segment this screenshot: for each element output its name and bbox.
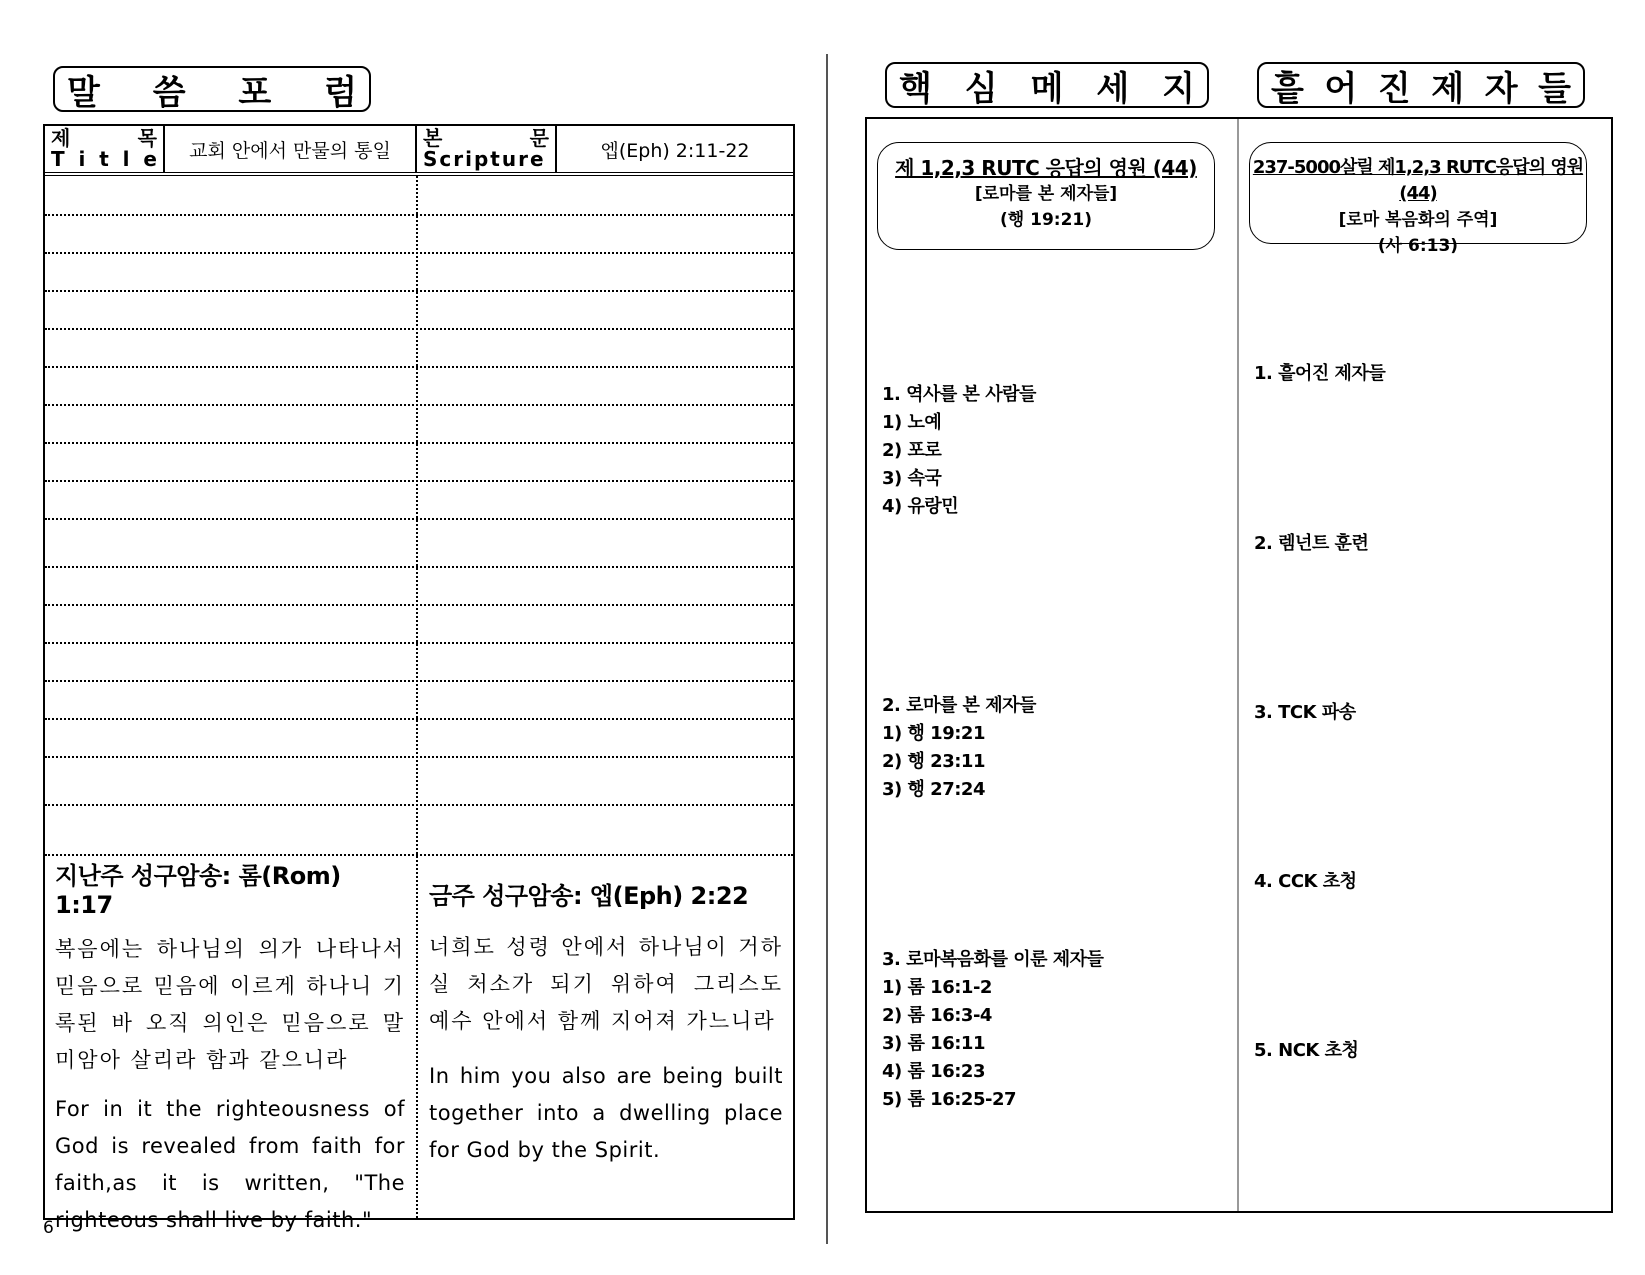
scattered-point-2 <box>1254 530 1368 558</box>
scattered-disciples-banner <box>1257 62 1585 108</box>
section-item: 3) 행 27:24 <box>882 779 985 800</box>
core-message-section-3 <box>882 946 1103 1114</box>
section-heading: 1. 역사를 본 사람들 <box>882 384 1036 405</box>
banner-char: 럼 <box>324 72 357 113</box>
banner-char: 핵 <box>899 68 932 109</box>
title-label-en: t <box>99 147 109 171</box>
this-week-verse-korean: 너희도 성령 안에서 하나님이 거하실 처소가 되기 위하여 그리스도 예수 안에서 함께 지어져 가느니라 <box>429 935 783 1033</box>
banner-char: 어 <box>1324 68 1358 109</box>
scripture-label-en: Scripture <box>423 147 546 171</box>
banner-char: 진 <box>1377 68 1411 109</box>
page-number: 6 <box>43 1218 54 1238</box>
scripture-value-cell <box>557 126 793 172</box>
section-item: 1) 노예 <box>882 412 942 433</box>
sermon-forum-banner <box>53 66 371 112</box>
last-week-verse-title: 지난주 성구암송: 롬(Rom) 1:17 <box>55 862 341 919</box>
point-label: 3. TCK 파송 <box>1254 702 1356 723</box>
core-message-section-1 <box>882 381 1036 521</box>
note-line <box>45 718 793 720</box>
note-line <box>45 604 793 606</box>
note-line <box>45 480 793 482</box>
section-item: 3) 롬 16:11 <box>882 1033 985 1054</box>
scripture-label-cell <box>417 126 557 172</box>
banner-char: 씀 <box>152 72 186 113</box>
banner-char: 세 <box>1096 68 1130 109</box>
banner-char: 포 <box>238 72 272 113</box>
banner-char: 지 <box>1162 68 1195 109</box>
title-label-ko: 제 <box>51 126 71 150</box>
title-label-en: i <box>78 147 86 171</box>
note-line <box>45 328 793 330</box>
title-label-en: l <box>122 147 130 171</box>
section-item: 1) 롬 16:1-2 <box>882 977 992 998</box>
scattered-disciples-header <box>1249 142 1587 256</box>
section-item: 3) 속국 <box>882 468 942 489</box>
point-label: 2. 렘넌트 훈련 <box>1254 533 1369 554</box>
message-column-divider <box>1237 119 1239 1211</box>
title-label-cell <box>45 126 165 172</box>
section-item: 4) 롬 16:23 <box>882 1061 985 1082</box>
core-message-subtitle: [로마를 본 제자들] <box>974 184 1118 204</box>
core-message-reference: (행 19:21) <box>1000 210 1092 230</box>
scripture-label-ko: 본 <box>423 126 443 150</box>
last-week-verse <box>55 856 405 1239</box>
point-label: 1. 흩어진 제자들 <box>1254 363 1386 384</box>
note-line <box>45 404 793 406</box>
sermon-note-table <box>43 124 795 1232</box>
section-heading: 3. 로마복음화를 이룬 제자들 <box>882 949 1104 970</box>
scattered-point-5 <box>1254 1037 1358 1065</box>
banner-char: 제 <box>1431 68 1465 109</box>
scattered-disciples-reference: (사 6:13) <box>1377 236 1459 256</box>
scattered-point-1 <box>1254 360 1385 388</box>
section-heading: 2. 로마를 본 제자들 <box>882 695 1036 716</box>
banner-char: 메 <box>1030 68 1064 109</box>
core-message-banner <box>885 62 1209 108</box>
note-line <box>45 804 793 806</box>
section-item: 1) 행 19:21 <box>882 723 985 744</box>
last-week-verse-english: For in it the righteousness of God is revealed from faith for faith,as it is written, "The righteous shall live by faith." <box>55 1097 405 1232</box>
scripture-reference: 엡(Eph) 2:11-22 <box>600 139 750 162</box>
scattered-disciples-subtitle: [로마 복음화의 주역] <box>1338 210 1498 230</box>
this-week-verse-english: In him you also are being built together into a dwelling place for God by the Spirit. <box>429 1064 783 1162</box>
scripture-label-ko: 문 <box>529 126 549 150</box>
scattered-disciples-title: 237-5000살릴 제1,2,3 RUTC응답의 영원(44) <box>1252 157 1584 204</box>
section-item: 5) 롬 16:25-27 <box>882 1089 1016 1110</box>
note-line <box>45 566 793 568</box>
table-header-row <box>45 126 793 176</box>
point-label: 5. NCK 초청 <box>1254 1040 1359 1061</box>
note-line <box>45 214 793 216</box>
last-week-verse-korean: 복음에는 하나님의 의가 나타나서 믿음으로 믿음에 이르게 하나니 기록된 바 오직 의인은 믿음으로 말미암아 살리라 함과 같으니라 <box>55 937 405 1072</box>
title-label-ko: 목 <box>137 126 157 150</box>
note-line <box>45 680 793 682</box>
core-message-header <box>877 142 1215 250</box>
banner-char: 자 <box>1484 68 1518 109</box>
section-item: 2) 포로 <box>882 440 942 461</box>
note-line <box>45 290 793 292</box>
title-label-en: e <box>143 147 157 171</box>
page-spine-divider <box>826 54 828 1244</box>
title-label-en: T <box>51 147 65 171</box>
scattered-point-3 <box>1254 699 1356 727</box>
this-week-verse <box>429 876 783 1169</box>
point-label: 4. CCK 초청 <box>1254 871 1357 892</box>
this-week-verse-title: 금주 성구암송: 엡(Eph) 2:22 <box>429 882 749 910</box>
note-line <box>45 518 793 520</box>
section-item: 4) 유랑민 <box>882 496 959 517</box>
core-message-title: 제 1,2,3 RUTC 응답의 영원 (44) <box>895 156 1197 180</box>
banner-char: 심 <box>964 68 998 109</box>
note-line <box>45 366 793 368</box>
note-line <box>45 756 793 758</box>
title-value-cell <box>165 126 417 172</box>
scattered-point-4 <box>1254 868 1357 896</box>
note-line <box>45 252 793 254</box>
banner-char: 말 <box>67 72 100 113</box>
banner-char: 들 <box>1538 68 1571 109</box>
banner-char: 흩 <box>1271 68 1304 109</box>
section-item: 2) 롬 16:3-4 <box>882 1005 992 1026</box>
section-item: 2) 행 23:11 <box>882 751 985 772</box>
core-message-section-2 <box>882 692 1036 804</box>
column-divider <box>416 176 418 1218</box>
note-line <box>45 642 793 644</box>
sermon-title: 교회 안에서 만물의 통일 <box>189 139 391 162</box>
note-line <box>45 442 793 444</box>
